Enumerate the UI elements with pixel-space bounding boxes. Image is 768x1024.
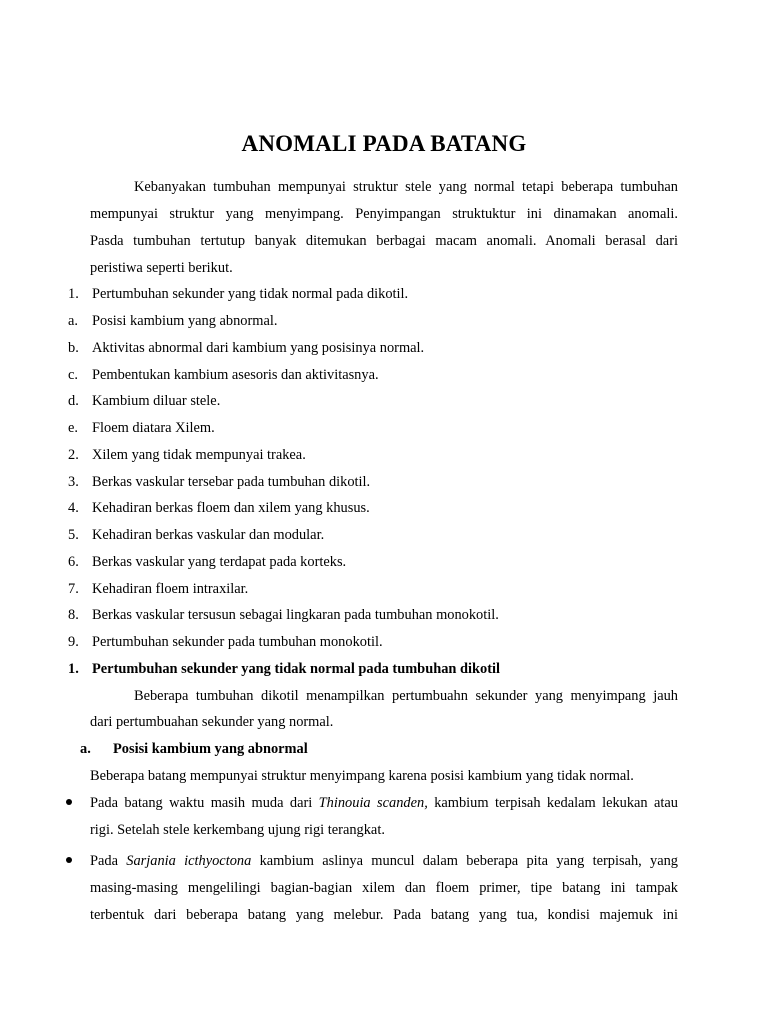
subsection-intro: Beberapa batang mempunyai struktur menyimpang karena posisi kambium yang tidak normal.	[90, 768, 634, 784]
section-marker: 1.	[68, 661, 79, 677]
list-item-text: Pembentukan kambium asesoris dan aktivitasnya.	[92, 367, 379, 383]
list-marker: 8.	[68, 607, 79, 623]
section-paragraph-line-2: dari pertumbuahan sekunder yang normal.	[90, 714, 334, 730]
list-item-text: Berkas vaskular tersusun sebagai lingkaran pada tumbuhan monokotil.	[92, 607, 499, 623]
list-marker: a.	[68, 313, 78, 329]
bullet-text: Pada batang waktu masih muda dari	[90, 795, 319, 811]
bullet-line-1	[90, 793, 678, 813]
list-item-text: Pertumbuhan sekunder pada tumbuhan monokotil.	[92, 634, 383, 650]
list-item-text: Kambium diluar stele.	[92, 393, 221, 409]
list-marker: b.	[68, 340, 79, 356]
list-marker: c.	[68, 367, 78, 383]
section-paragraph-line-1	[90, 686, 678, 706]
list-marker: 9.	[68, 634, 79, 650]
intro-line-4: peristiwa seperti berikut.	[90, 260, 233, 276]
bullet-text: Pada	[90, 853, 127, 869]
list-item-text: Posisi kambium yang abnormal.	[92, 313, 278, 329]
list-marker: 7.	[68, 581, 79, 597]
list-item-text: Berkas vaskular tersebar pada tumbuhan dikotil.	[92, 474, 371, 490]
list-marker: 2.	[68, 447, 79, 463]
list-marker: 1.	[68, 286, 79, 302]
list-item-text: Pertumbuhan sekunder yang tidak normal pada dikotil.	[92, 286, 409, 302]
intro-line-1	[90, 177, 678, 197]
bullet-line-1	[90, 851, 678, 871]
bullet-dot	[66, 857, 72, 863]
list-marker: 3.	[68, 474, 79, 490]
list-marker: d.	[68, 393, 79, 409]
list-marker: e.	[68, 420, 78, 436]
list-marker: 6.	[68, 554, 79, 570]
list-item-text: Kehadiran floem intraxilar.	[92, 581, 249, 597]
bullet-text: kambium aslinya muncul dalam beberapa pita yang terpisah, yang	[251, 853, 679, 869]
list-item-text: Xilem yang tidak mempunyai trakea.	[92, 447, 306, 463]
intro-line-2: mempunyai struktur yang menyimpang. Penyimpangan struktuktur ini dinamakan anomali.	[90, 206, 678, 222]
subsection-heading-text: Posisi kambium yang abnormal	[113, 741, 308, 757]
bullet-line-2: rigi. Setelah stele kerkembang ujung rigi terangkat.	[90, 822, 385, 838]
list-marker: 5.	[68, 527, 79, 543]
list-item-text: Aktivitas abnormal dari kambium yang posisinya normal.	[92, 340, 425, 356]
intro-line-3: Pasda tumbuhan tertutup banyak ditemukan berbagai macam anomali. Anomali berasal dari	[90, 233, 678, 249]
list-marker: 4.	[68, 500, 79, 516]
list-item-text: Kehadiran berkas vaskular dan modular.	[92, 527, 325, 543]
bullet-dot	[66, 799, 72, 805]
species-name: Thinouia scanden,	[318, 795, 428, 811]
list-item-text: Floem diatara Xilem.	[92, 420, 215, 436]
subsection-marker: a.	[80, 741, 91, 757]
list-item-text: Berkas vaskular yang terdapat pada korteks.	[92, 554, 347, 570]
bullet-line-3: terbentuk dari beberapa batang yang melebur. Pada batang yang tua, kondisi majemuk ini	[90, 907, 678, 923]
intro-line-1-text: Kebanyakan tumbuhan mempunyai struktur stele yang normal tetapi beberapa tumbuhan	[134, 179, 678, 195]
section-heading-text: Pertumbuhan sekunder yang tidak normal pada tumbuhan dikotil	[92, 661, 500, 677]
page-title: ANOMALI PADA BATANG	[241, 131, 527, 156]
bullet-line-2: masing-masing mengelilingi bagian-bagian xilem dan floem primer, tipe batang ini tampak	[90, 880, 678, 896]
species-name: Sarjania icthyoctona	[126, 853, 252, 869]
bullet-text: kambium terpisah kedalam lekukan atau	[427, 795, 679, 811]
list-item-text: Kehadiran berkas floem dan xilem yang khusus.	[92, 500, 370, 516]
section-paragraph-line-1-text: Beberapa tumbuhan dikotil menampilkan pertumbuahn sekunder yang menyimpang jauh	[134, 688, 678, 704]
